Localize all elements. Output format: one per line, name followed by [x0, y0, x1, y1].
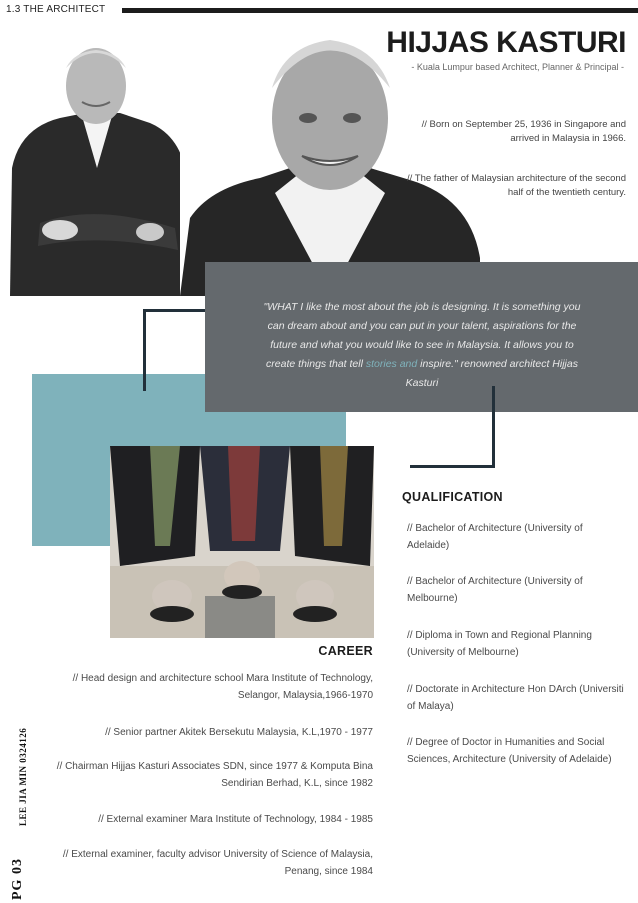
portrait-arms-crossed — [0, 18, 195, 296]
qualification-heading: QUALIFICATION — [402, 490, 503, 504]
quote-attribution: inspire." renowned architect Hijjas Kasturi — [405, 358, 578, 389]
page-title: HIJJAS KASTURI — [386, 26, 626, 59]
qualification-item: // Degree of Doctor in Humanities and Social Sciences, Architecture (University of Adelaide) — [407, 737, 612, 765]
bracket-bottom-right — [492, 386, 495, 468]
bracket-top-left — [143, 309, 146, 391]
author-id: LEE JIA MIN 0324126 — [18, 727, 28, 826]
career-item: // Chairman Hijjas Kasturi Associates SDN, since 1977 & Komputa Bina Sendirian Berhad, K.L, since 1982 — [56, 761, 373, 789]
page-number: PG 03 — [10, 858, 25, 900]
page-subtitle: - Kuala Lumpur based Architect, Planner & Principal - — [411, 62, 624, 72]
career-item: // Senior partner Akitek Bersekutu Malaysia, K.L,1970 - 1977 — [105, 727, 373, 738]
architect-quote — [262, 298, 582, 393]
qualification-item: // Bachelor of Architecture (University of Adelaide) — [407, 523, 583, 551]
quote-highlight: stories and — [365, 358, 418, 370]
quote-text: "WHAT I like the most about the job is designing. It is something you can dream about and you can put in your talent, aspirations for the future and what you would like to see in Malaysia. It allows you to create things that tell — [263, 301, 581, 370]
bio-line: // The father of Malaysian architecture of the second half of the twentieth century. — [407, 173, 626, 198]
header-rule — [122, 8, 638, 13]
career-item: // External examiner Mara Institute of Technology, 1984 - 1985 — [98, 814, 373, 825]
ceremony-group-photo — [110, 446, 374, 638]
qualification-item: // Diploma in Town and Regional Planning (University of Melbourne) — [407, 630, 592, 658]
bracket-bottom-right — [410, 465, 495, 468]
career-item: // External examiner, faculty advisor University of Science of Malaysia, Penang, since 1984 — [62, 849, 373, 877]
bio-line: // Born on September 25, 1936 in Singapore and arrived in Malaysia in 1966. — [421, 119, 626, 144]
qualification-item: // Bachelor of Architecture (University of Melbourne) — [407, 576, 583, 604]
bracket-top-left — [143, 309, 205, 312]
career-heading: CAREER — [318, 644, 373, 658]
section-label: 1.3 THE ARCHITECT — [6, 4, 106, 15]
qualification-item: // Doctorate in Architecture Hon DArch (Universiti of Malaya) — [407, 684, 624, 712]
career-item: // Head design and architecture school Mara Institute of Technology, Selangor, Malaysia,1966-1970 — [72, 673, 373, 701]
